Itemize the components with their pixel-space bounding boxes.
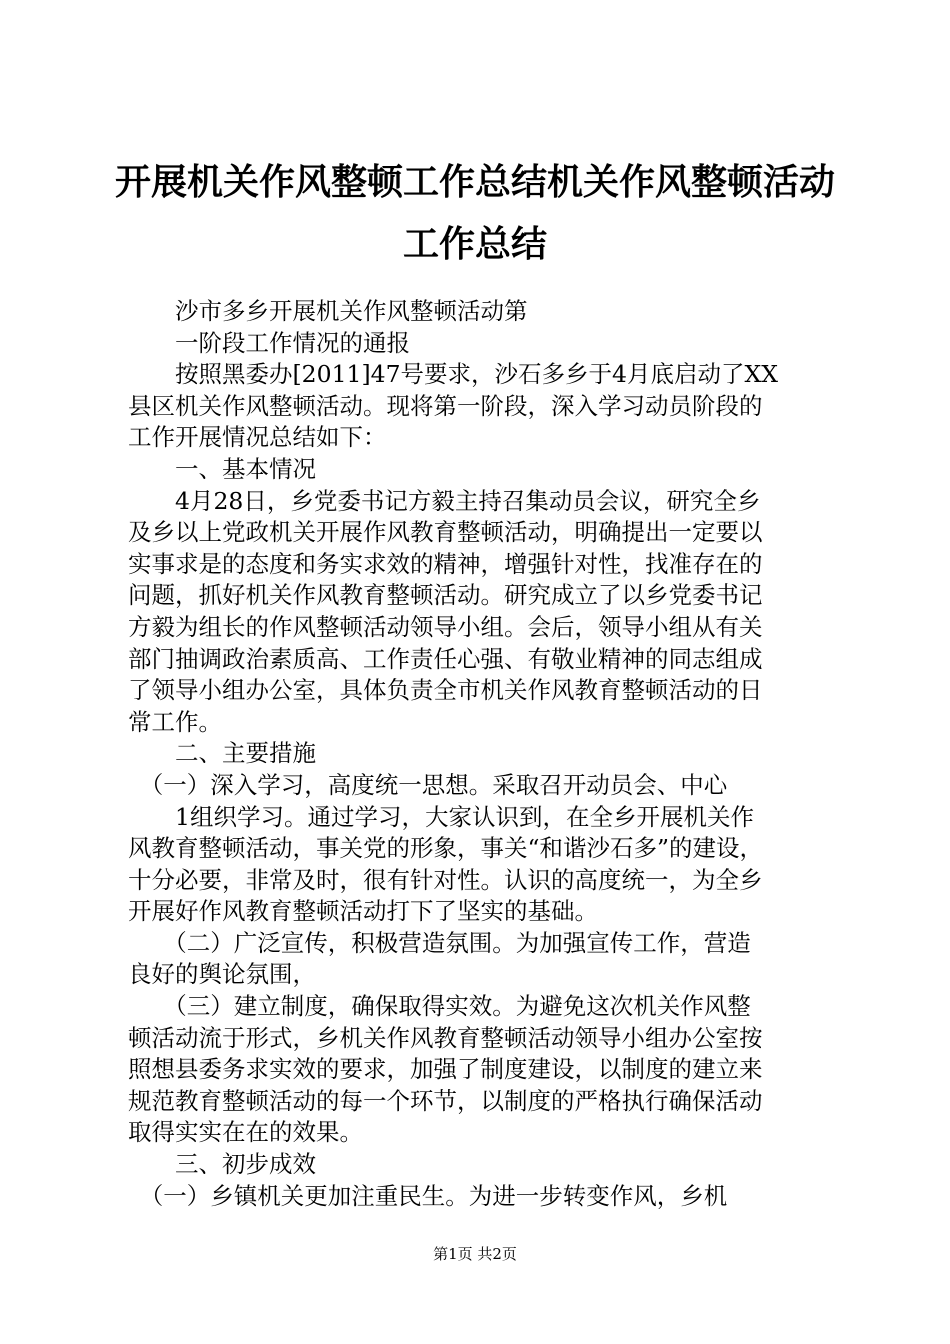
body-line: 县区机关作风整顿活动。现将第一阶段，深入学习动员阶段的 (128, 391, 763, 420)
body-line: 风教育整顿活动，事关党的形象，事关“和谐沙石多”的建设， (128, 834, 764, 863)
body-line: 4月28日，乡党委书记方毅主持召集动员会议，研究全乡 (128, 486, 761, 515)
body-line: （二）广泛宣传，积极营造氛围。为加强宣传工作，营造 (128, 928, 751, 957)
body-line: 照想县委务求实效的要求，加强了制度建设，以制度的建立来 (128, 1055, 763, 1084)
document-body (128, 296, 838, 1212)
body-line: 了领导小组办公室，具体负责全市机关作风教育整顿活动的日 (128, 676, 763, 705)
body-line: 常工作。 (128, 707, 222, 736)
section-heading: 三、初步成效 (128, 1150, 316, 1179)
body-line: 沙市多乡开展机关作风整顿活动第 (128, 297, 528, 325)
body-line: （三）建立制度，确保取得实效。为避免这次机关作风整 (128, 992, 751, 1021)
body-line: 良好的舆论氛围， (128, 960, 316, 989)
body-line: 十分必要，非常及时，很有针对性。认识的高度统一，为全乡 (128, 865, 763, 894)
section-heading: 一、基本情况 (128, 454, 316, 483)
body-line: （一）乡镇机关更加注重民生。为进一步转变作风，乡机 (128, 1181, 728, 1210)
body-line: 按照黑委办[2011]47号要求，沙石多乡于4月底启动了XX (128, 360, 778, 389)
body-line: 方毅为组长的作风整顿活动领导小组。会后，领导小组从有关 (128, 612, 763, 641)
body-line: 顿活动流于形式，乡机关作风教育整顿活动领导小组办公室按 (128, 1023, 763, 1052)
body-line: 工作开展情况总结如下： (128, 423, 387, 452)
body-line: 取得实实在在的效果。 (128, 1118, 363, 1147)
body-line: （一）深入学习，高度统一思想。采取召开动员会、中心 (128, 770, 728, 799)
body-line: 实事求是的态度和务实求效的精神，增强针对性，找准存在的 (128, 549, 763, 578)
body-line: 部门抽调政治素质高、工作责任心强、有敬业精神的同志组成 (128, 644, 763, 673)
body-line: 问题，抓好机关作风教育整顿活动。研究成立了以乡党委书记 (128, 581, 763, 610)
page-footer: 第1页 共2页 (433, 1245, 517, 1263)
body-line: 一阶段工作情况的通报 (128, 328, 410, 357)
document-title-line-2: 工作总结 (402, 223, 547, 265)
section-heading: 二、主要措施 (128, 739, 316, 768)
body-line: 开展好作风教育整顿活动打下了坚实的基础。 (128, 897, 598, 926)
body-line: 规范教育整顿活动的每一个环节，以制度的严格执行确保活动 (128, 1086, 763, 1115)
document-title-line-1: 开展机关作风整顿工作总结机关作风整顿活动 (114, 161, 835, 203)
body-line: 1组织学习。通过学习，大家认识到，在全乡开展机关作 (128, 802, 754, 831)
body-line: 及乡以上党政机关开展作风教育整顿活动，明确提出一定要以 (128, 518, 763, 547)
